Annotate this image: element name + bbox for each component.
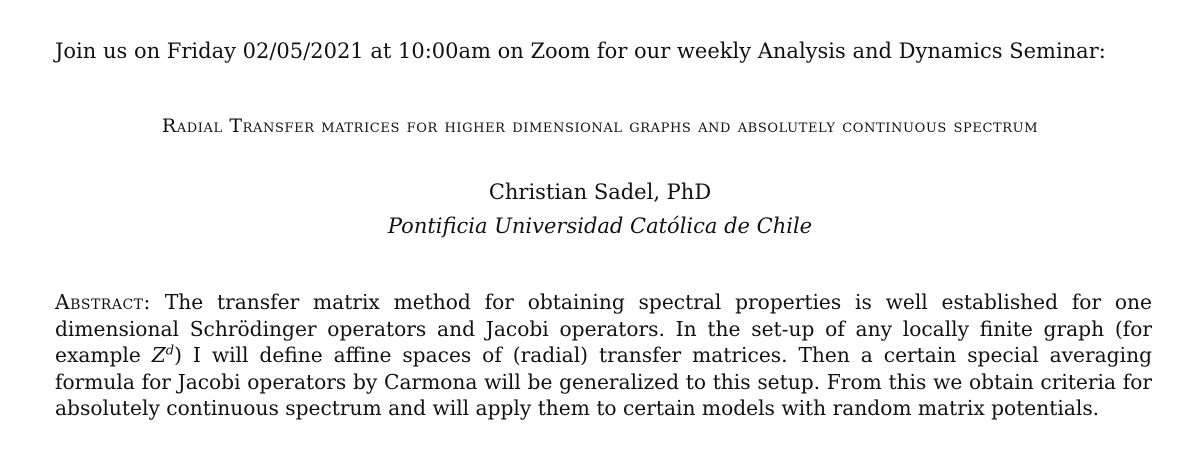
abstract-text-part2: ) I will define affine spaces of (radial) transfer matrices. Then a certain special averaging formula for Jacobi operators by Carmona will be generalized to this setup. From this we obtain criteria for absolutely continuous spectrum and will apply them to certain models with random matrix potentials. [55,343,1152,420]
announcement-intro: Join us on Friday 02/05/2021 at 10:00am on Zoom for our weekly Analysis and Dynamics Seminar: [55,39,1106,63]
abstract-paragraph [55,289,1152,422]
math-z-d [152,343,174,367]
math-superscript: d [165,343,175,359]
speaker-affiliation: Pontificia Universidad Católica de Chile [387,214,813,238]
talk-title: Radial Transfer matrices for higher dimensional graphs and absolutely continuous spectrum [161,115,1039,137]
abstract-label: Abstract: [55,290,151,314]
abstract-text-part1: The transfer matrix method for obtaining spectral properties is well established for one dimensional Schrödinger operators and Jacobi operators. In the set-up of any locally finite graph (for example [55,290,1152,367]
speaker-name: Christian Sadel, PhD [488,180,712,204]
math-base: Z [151,343,166,367]
